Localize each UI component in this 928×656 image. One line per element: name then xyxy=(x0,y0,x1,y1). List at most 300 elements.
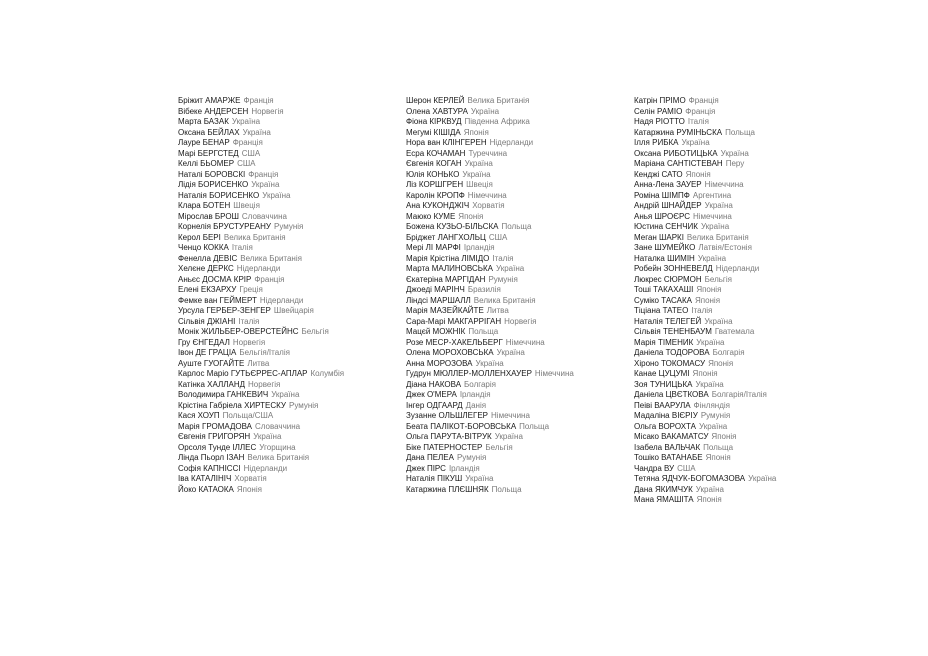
person-name: Бріжит АМАРЖЕ xyxy=(178,96,241,105)
person-country: Франція xyxy=(254,274,285,284)
person-name: Марта МАЛИНОВСЬКА xyxy=(406,264,493,273)
person-name: Ліз КОРШГРЕН xyxy=(406,180,464,189)
list-item xyxy=(406,128,626,139)
list-item xyxy=(178,180,398,191)
person-name: Анна-Лена ЗАУЕР xyxy=(634,180,702,189)
person-name: Єкатеріна МАРГІДАН xyxy=(406,274,486,284)
person-country: Україна xyxy=(271,390,300,399)
person-name: Євгенія КОГАН xyxy=(406,159,462,168)
person-country: Україна xyxy=(242,127,271,137)
person-name: Мацєй МОЖНІК xyxy=(406,327,466,336)
person-country: Болгарія xyxy=(712,348,745,357)
person-country: Німеччина xyxy=(692,211,732,221)
list-item xyxy=(178,474,398,485)
list-item xyxy=(178,453,398,464)
list-item xyxy=(178,380,398,391)
person-name: Зане ШУМЕЙКО xyxy=(634,243,696,252)
person-name: Біке ПАТЕРНОСТЕР xyxy=(406,442,483,452)
list-item xyxy=(406,222,626,233)
person-country: Нідерланди xyxy=(243,463,288,473)
list-item xyxy=(178,264,398,275)
person-name: Наталія БОРИСЕНКО xyxy=(178,190,260,200)
list-item xyxy=(178,401,398,412)
person-name: Монік ЖИЛЬБЕР-ОВЕРСТЕЙНС xyxy=(178,327,299,336)
person-name: Крістіна Габріела ХИРТЕСКУ xyxy=(178,400,286,410)
person-name: Лінда Пьорл ІЗАН xyxy=(178,453,245,462)
person-name: Марія ТІМЕНИК xyxy=(634,337,694,347)
person-name: Сільвія ТЕНЕНБАУМ xyxy=(634,327,712,336)
person-name: Юстина СЕНЧИК xyxy=(634,222,698,231)
list-item xyxy=(634,296,854,307)
person-country: Україна xyxy=(704,201,733,210)
list-item xyxy=(178,96,398,107)
list-item xyxy=(634,369,854,380)
list-item xyxy=(634,191,854,202)
person-name: Джоеді МАРІНЧ xyxy=(406,285,465,294)
person-name: Наталія ПІКУШ xyxy=(406,474,463,483)
person-name: Шерон КЕРЛЕЙ xyxy=(406,96,465,105)
person-name: Орсоля Тунде ІЛЛЕС xyxy=(178,442,257,452)
person-name: Гру ЄНГЕДАЛ xyxy=(178,337,230,347)
person-country: Японія xyxy=(694,295,721,305)
list-item xyxy=(178,275,398,286)
list-item xyxy=(634,149,854,160)
list-item xyxy=(406,243,626,254)
person-country: Німеччина xyxy=(534,369,574,378)
list-item xyxy=(634,212,854,223)
list-item xyxy=(406,306,626,317)
person-country: Україна xyxy=(462,169,491,179)
person-name: Катаржина ПЛЄШНЯК xyxy=(406,484,489,494)
person-country: США xyxy=(677,463,696,473)
person-country: Латвія/Естонія xyxy=(698,243,752,252)
person-country: Україна xyxy=(697,253,727,263)
list-item xyxy=(634,201,854,212)
person-country: Україна xyxy=(696,337,725,347)
person-name: Сара-Марі МАКГАРРІГАН xyxy=(406,316,502,326)
person-country: Україна xyxy=(496,348,525,357)
person-name: Вібеке АНДЕРСЕН xyxy=(178,106,249,116)
person-country: Франція xyxy=(688,96,719,105)
person-name: Суміко ТАСАКА xyxy=(634,295,692,305)
person-name: Ауште ГУОГАЙТЕ xyxy=(178,358,245,368)
person-name: Ченцо КОККА xyxy=(178,243,229,252)
person-name: Даніела ТОДОРОВА xyxy=(634,348,710,357)
person-name: Пеіві ВААРУЛА xyxy=(634,400,691,410)
person-country: Польща xyxy=(501,222,532,231)
list-item xyxy=(406,338,626,349)
names-column-1 xyxy=(178,96,398,495)
person-name: Надя РІОТТО xyxy=(634,117,685,126)
person-country: Японія xyxy=(708,358,734,368)
person-name: Інгер ОДГААРД xyxy=(406,400,463,410)
person-name: Ана КУКОНДЖІЧ xyxy=(406,201,470,210)
person-country: Данія xyxy=(465,400,487,410)
person-name: Робейн ЗОННЕВЕЛД xyxy=(634,264,713,273)
list-item xyxy=(634,170,854,181)
person-name: Юлія КОНЬКО xyxy=(406,169,460,179)
person-country: Нідерланди xyxy=(489,138,534,147)
person-country: Південна Африка xyxy=(464,117,530,126)
person-country: Румунія xyxy=(288,400,319,410)
person-country: Японія xyxy=(692,369,718,378)
person-country: Франція xyxy=(685,106,716,116)
person-country: Україна xyxy=(231,117,261,126)
person-country: Колумбія xyxy=(310,369,345,378)
person-name: Наталія ТЕЛЕГЕЙ xyxy=(634,316,702,326)
person-country: Велика Британія xyxy=(686,232,749,242)
person-name: Нора ван КЛІНГЕРЕН xyxy=(406,138,487,147)
person-country: Ірландія xyxy=(448,463,480,473)
person-country: Угорщина xyxy=(259,442,296,452)
person-name: Меган ШАРКІ xyxy=(634,232,684,242)
person-country: Італія xyxy=(231,243,253,252)
person-country: США xyxy=(237,159,256,168)
person-name: Божена КУЗЬО-БІЛЬСКА xyxy=(406,222,499,231)
list-item xyxy=(634,411,854,422)
person-country: Японія xyxy=(685,169,711,179)
list-item xyxy=(178,170,398,181)
person-country: Болгарія xyxy=(464,379,496,389)
person-country: Німеччина xyxy=(491,411,530,420)
list-item xyxy=(406,453,626,464)
list-item xyxy=(178,149,398,160)
person-name: Оксана РИБОТИЦЬКА xyxy=(634,148,718,158)
list-item xyxy=(634,443,854,454)
person-country: Україна xyxy=(496,264,525,273)
person-name: Гудрун МЮЛЛЕР-МОЛЛЕНХАУЕР xyxy=(406,369,532,378)
person-country: Румунія xyxy=(700,411,731,420)
list-item xyxy=(406,149,626,160)
list-item xyxy=(406,233,626,244)
list-item xyxy=(634,338,854,349)
person-country: Ірландія xyxy=(463,243,495,252)
person-name: Фіона КІРКВУД xyxy=(406,117,462,126)
person-country: Україна xyxy=(704,316,733,326)
person-country: Хорватія xyxy=(234,474,267,483)
list-item xyxy=(634,117,854,128)
list-item xyxy=(634,495,854,506)
person-country: Велика Британія xyxy=(473,295,536,305)
person-country: Болгарія/Італія xyxy=(711,390,767,399)
person-country: Італія xyxy=(492,253,514,263)
person-name: Анна МОРОЗОВА xyxy=(406,358,473,368)
list-item xyxy=(634,264,854,275)
person-country: Україна xyxy=(465,474,494,483)
person-name: Зоя ТУНИЦЬКА xyxy=(634,379,693,389)
person-name: Йоко КАТАОКА xyxy=(178,484,234,494)
list-item xyxy=(634,138,854,149)
person-name: Хіроно ТОКОМАСУ xyxy=(634,358,706,368)
person-country: Японія xyxy=(696,495,722,504)
person-country: Румунія xyxy=(274,222,304,231)
person-name: Сільвія ДЖІАНІ xyxy=(178,316,236,326)
list-item xyxy=(178,138,398,149)
person-country: Литва xyxy=(247,358,270,368)
person-name: Елені ЕКЗАРХУ xyxy=(178,285,237,294)
person-country: Україна xyxy=(720,148,749,158)
person-country: Японія xyxy=(711,432,737,441)
person-name: Олена МОРОХОВСЬКА xyxy=(406,348,494,357)
person-country: Нідерланди xyxy=(259,295,304,305)
person-name: Розе МЕСР-ХАКЕЛЬБЕРГ xyxy=(406,337,503,347)
person-country: Нідерланди xyxy=(715,264,760,273)
person-country: Гватемала xyxy=(714,327,755,336)
person-country: Франція xyxy=(243,96,274,105)
list-item xyxy=(634,243,854,254)
person-country: Україна xyxy=(494,432,523,441)
person-name: Лідія БОРИСЕНКО xyxy=(178,180,249,189)
person-name: Ольга ВОРОХТА xyxy=(634,421,696,431)
person-name: Марія Крістіна ЛІМІДО xyxy=(406,253,490,263)
person-name: Джек О'МЕРА xyxy=(406,390,457,399)
person-name: Марія МАЗЕЙКАЙТЕ xyxy=(406,306,484,315)
person-name: Івон ДЕ ГРАЦІА xyxy=(178,348,237,357)
person-name: Наталка ШИМІН xyxy=(634,253,695,263)
list-item xyxy=(406,138,626,149)
list-item xyxy=(178,296,398,307)
list-item xyxy=(178,432,398,443)
person-country: Польща/США xyxy=(222,411,274,420)
person-country: Японія xyxy=(696,285,722,294)
person-name: Карлос Маріо ГУТЬЄРРЕС-АПЛАР xyxy=(178,369,308,378)
person-name: Селін РАМІО xyxy=(634,106,683,116)
list-item xyxy=(406,390,626,401)
list-item xyxy=(634,128,854,139)
person-name: Тіціана ТАТЕО xyxy=(634,306,689,315)
person-name: Дана ПЕЛЕА xyxy=(406,453,454,462)
person-name: Ольга ПАРУТА-ВІТРУК xyxy=(406,432,492,441)
list-item xyxy=(178,485,398,496)
person-name: Зузанне ОЛЬШЛЕГЕР xyxy=(406,411,489,420)
list-item xyxy=(406,180,626,191)
person-country: Норвегія xyxy=(504,316,537,326)
person-name: Келлі БЬОМЕР xyxy=(178,159,235,168)
list-item xyxy=(634,359,854,370)
person-country: Польща xyxy=(519,421,550,431)
person-country: Польща xyxy=(491,484,522,494)
list-item xyxy=(178,317,398,328)
person-name: Керол БЕРІ xyxy=(178,232,221,242)
person-country: Італія xyxy=(238,316,260,326)
person-name: Лауре БЕНАР xyxy=(178,138,230,147)
person-name: Мадаліна ВІЄРІУ xyxy=(634,411,698,420)
person-country: Бразилія xyxy=(467,285,501,294)
person-country: Україна xyxy=(470,106,500,116)
person-name: Марія ГРОМАДОВА xyxy=(178,421,253,431)
person-name: Даніела ЦВЄТКОВА xyxy=(634,390,709,399)
list-item xyxy=(634,348,854,359)
person-country: Японія xyxy=(463,127,489,137)
person-name: Люкрес СЮРМОН xyxy=(634,274,702,284)
person-country: Литва xyxy=(486,306,509,315)
person-country: Україна xyxy=(695,484,725,494)
person-name: Джек ПІРС xyxy=(406,463,446,473)
list-item xyxy=(634,390,854,401)
person-country: Словаччина xyxy=(255,421,301,431)
list-item xyxy=(406,401,626,412)
list-item xyxy=(178,233,398,244)
person-country: Ірландія xyxy=(459,390,491,399)
list-item xyxy=(406,264,626,275)
person-country: Норвегія xyxy=(251,106,284,116)
person-country: Велика Британія xyxy=(223,232,286,242)
list-item xyxy=(178,338,398,349)
list-item xyxy=(406,191,626,202)
list-item xyxy=(406,170,626,181)
list-item xyxy=(634,464,854,475)
person-name: Бріджет ЛАНГХОЛЬЦ xyxy=(406,232,486,242)
list-item xyxy=(406,317,626,328)
person-name: Андрій ШНАЙДЕР xyxy=(634,201,702,210)
list-item xyxy=(634,453,854,464)
person-country: Україна xyxy=(700,222,730,231)
person-country: Японія xyxy=(236,484,262,494)
list-item xyxy=(178,422,398,433)
list-item xyxy=(406,443,626,454)
list-item xyxy=(406,464,626,475)
person-name: Мегумі КІШІДА xyxy=(406,127,461,137)
list-item xyxy=(178,464,398,475)
list-item xyxy=(178,212,398,223)
person-name: Тоші ТАКАХАШІ xyxy=(634,285,694,294)
person-name: Корнелія БРУСТУРЕАНУ xyxy=(178,222,271,231)
person-country: Бельгія xyxy=(301,327,329,336)
person-name: Мері ЛІ МАРФІ xyxy=(406,243,461,252)
list-item xyxy=(634,380,854,391)
person-country: Україна xyxy=(748,474,777,483)
list-item xyxy=(634,401,854,412)
list-item xyxy=(178,201,398,212)
person-name: Тетяна ЯДЧУК-БОГОМАЗОВА xyxy=(634,474,746,483)
person-country: Норвегія xyxy=(232,337,266,347)
person-name: Володимира ГАНКЕВИЧ xyxy=(178,390,269,399)
person-name: Урсула ГЕРБЕР-ЗЕНГЕР xyxy=(178,306,271,315)
person-country: Швейцарія xyxy=(273,306,314,315)
person-country: Німеччина xyxy=(505,337,545,347)
list-item xyxy=(406,254,626,265)
person-country: Нідерланди xyxy=(236,264,281,273)
list-item xyxy=(406,212,626,223)
person-name: Мірослав БРОШ xyxy=(178,211,239,221)
list-item xyxy=(634,107,854,118)
person-name: Аньєс ДОСМА КРІР xyxy=(178,274,252,284)
list-item xyxy=(178,222,398,233)
names-column-2 xyxy=(406,96,626,495)
list-item xyxy=(634,306,854,317)
person-country: Італія xyxy=(687,117,709,126)
person-country: Україна xyxy=(699,421,728,431)
person-name: Катаржина РУМІНЬСКА xyxy=(634,127,723,137)
person-country: США xyxy=(488,232,508,242)
list-item xyxy=(406,359,626,370)
list-item xyxy=(634,254,854,265)
list-item xyxy=(406,474,626,485)
list-item xyxy=(178,327,398,338)
list-item xyxy=(406,275,626,286)
person-name: Катінка ХАЛЛАНД xyxy=(178,379,246,389)
person-country: Бельгія xyxy=(485,442,513,452)
list-item xyxy=(178,390,398,401)
list-item xyxy=(406,348,626,359)
person-country: Греція xyxy=(239,285,263,294)
person-country: Польща xyxy=(468,327,499,336)
person-country: Польща xyxy=(725,127,755,137)
person-name: Тошіко ВАТАНАБЕ xyxy=(634,453,703,462)
list-item xyxy=(178,359,398,370)
person-country: Франція xyxy=(248,169,279,179)
person-name: Марта БАЗАК xyxy=(178,117,229,126)
person-name: Беата ПАЛІКОТ-БОРОВСЬКА xyxy=(406,421,517,431)
person-country: Велика Британія xyxy=(247,453,310,462)
list-item xyxy=(178,443,398,454)
person-name: Іва КАТАЛІНІЧ xyxy=(178,474,232,483)
list-item xyxy=(406,96,626,107)
list-item xyxy=(178,348,398,359)
list-item xyxy=(634,474,854,485)
names-column-3 xyxy=(634,96,854,506)
list-item xyxy=(178,107,398,118)
person-country: Словаччина xyxy=(241,211,287,221)
list-item xyxy=(406,369,626,380)
person-country: Україна xyxy=(464,159,493,168)
person-name: Анья ШРОЄРС xyxy=(634,211,690,221)
person-country: Бельгія/Італія xyxy=(239,348,290,357)
person-country: Україна xyxy=(681,138,710,147)
list-item xyxy=(634,432,854,443)
person-country: Україна xyxy=(695,379,724,389)
list-item xyxy=(178,243,398,254)
person-country: Туреччина xyxy=(468,148,508,158)
list-item xyxy=(634,222,854,233)
person-name: Маюко КУМЕ xyxy=(406,211,456,221)
list-item xyxy=(406,422,626,433)
person-name: Місако ВАКАМАТСУ xyxy=(634,432,709,441)
person-country: Бельгія xyxy=(704,274,732,284)
list-item xyxy=(178,285,398,296)
person-name: Хелєне ДЕРКС xyxy=(178,264,234,273)
person-name: Наталі БОРОВСКІ xyxy=(178,169,246,179)
person-name: Канае ЦУЦУМІ xyxy=(634,369,690,378)
person-name: Чандра ВУ xyxy=(634,463,675,473)
person-name: Каролін КРОПФ xyxy=(406,190,465,200)
person-name: Мана ЯМАШІТА xyxy=(634,495,694,504)
list-item xyxy=(634,96,854,107)
list-item xyxy=(178,191,398,202)
list-item xyxy=(634,159,854,170)
person-country: Швеція xyxy=(466,180,493,189)
person-name: Ліндсі МАРШАЛЛ xyxy=(406,295,471,305)
person-name: Софія КАПНІССІ xyxy=(178,463,241,473)
person-name: Кася ХОУП xyxy=(178,411,220,420)
list-item xyxy=(406,327,626,338)
list-item xyxy=(634,285,854,296)
person-country: Італія xyxy=(691,306,713,315)
person-country: Фінляндія xyxy=(693,400,731,410)
person-country: Німеччина xyxy=(704,180,744,189)
person-country: Україна xyxy=(475,358,504,368)
person-name: Дана ЯКИМЧУК xyxy=(634,484,693,494)
person-name: Оксана БЕЙЛАХ xyxy=(178,127,240,137)
person-country: Україна xyxy=(251,180,280,189)
person-name: Роміна ШІМПФ xyxy=(634,190,690,200)
person-country: Перу xyxy=(725,159,745,168)
person-name: Олена ХАВТУРА xyxy=(406,106,468,116)
list-item xyxy=(406,380,626,391)
person-country: Швеція xyxy=(233,201,260,210)
list-item xyxy=(178,369,398,380)
person-name: Євгенія ГРИГОРЯН xyxy=(178,432,251,441)
